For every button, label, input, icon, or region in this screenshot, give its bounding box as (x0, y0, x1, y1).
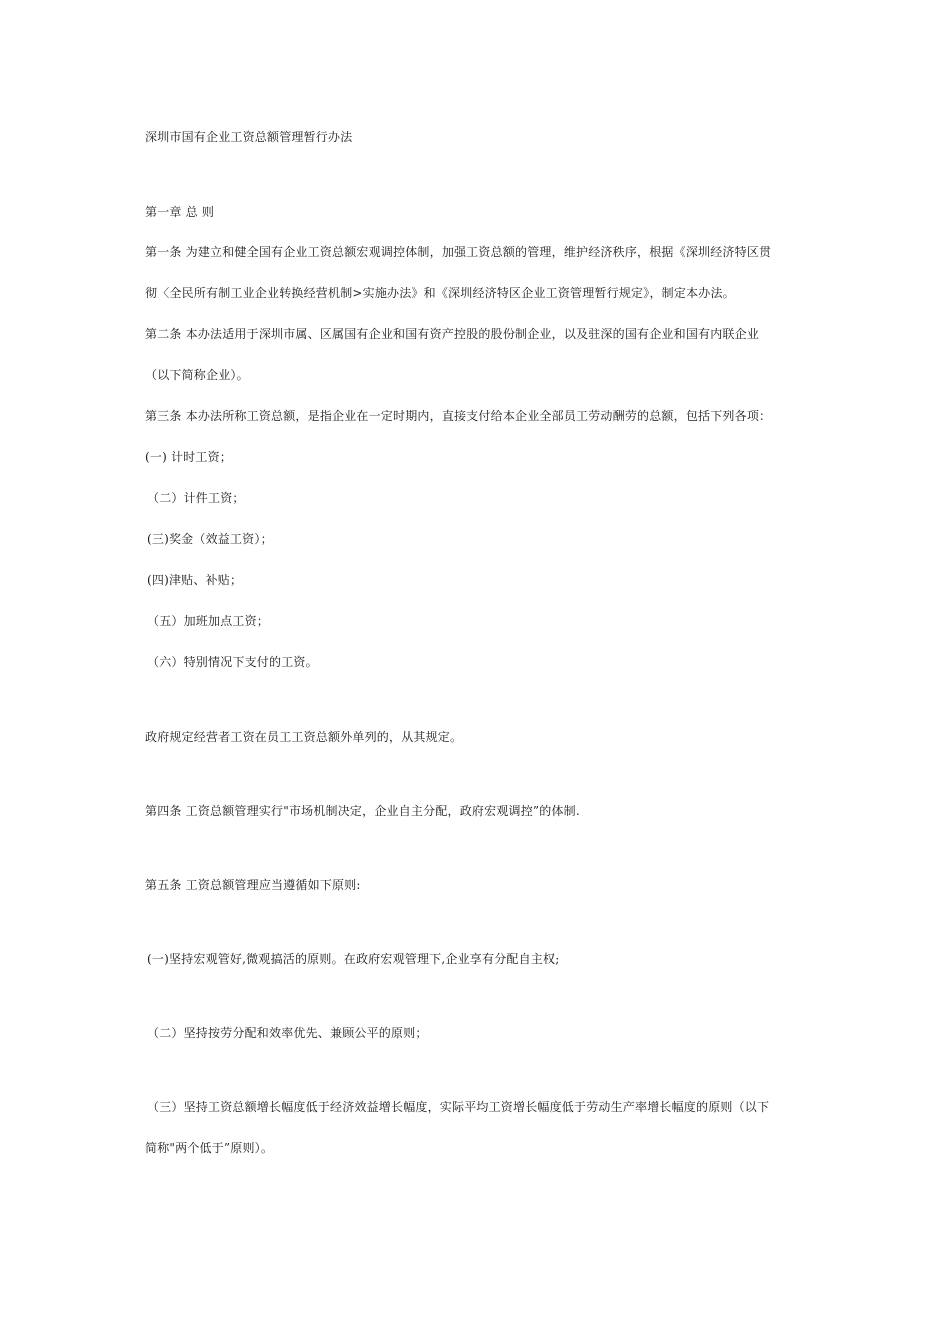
article-3-line-1: 第三条 本办法所称工资总额，是指企业在一定时期内，直接支付给本企业全部员工劳动酬劳的总额，包括下列各项： (145, 409, 772, 423)
article-3-item-5: （五）加班加点工资； (147, 614, 270, 628)
article-5-principle-1: (一)坚持宏观管好,微观搞活的原则。在政府宏观管理下,企业享有分配自主权; (147, 952, 560, 966)
document-title: 深圳市国有企业工资总额管理暂行办法 (145, 130, 353, 144)
article-5-principle-3-line-1: （三）坚持工资总额增长幅度低于经济效益增长幅度，实际平均工资增长幅度低于劳动生产率增长幅度的原则（以下 (147, 1100, 770, 1114)
article-4: 第四条 工资总额管理实行"市场机制决定，企业自主分配，政府宏观调控”的体制. (145, 804, 580, 818)
article-5-principle-3-line-2: 简称"两个低于”原则）。 (145, 1141, 274, 1155)
article-5-heading: 第五条 工资总额管理应当遵循如下原则: (145, 878, 361, 892)
chapter-heading: 第一章 总 则 (145, 205, 215, 219)
article-2-line-2: （以下简称企业）。 (145, 368, 249, 382)
article-3-item-2: （二）计件工资； (147, 491, 245, 505)
article-3-item-6: （六）特别情况下支付的工资。 (147, 655, 318, 669)
article-1-line-2: 彻〈全民所有制工业企业转换经营机制>实施办法》和《深圳经济特区企业工资管理暂行规定》，制定本办法。 (145, 286, 735, 300)
article-1-line-1: 第一条 为建立和健全国有企业工资总额宏观调控体制，加强工资总额的管理，维护经济秩序，根据《深圳经济特区贯 (145, 245, 772, 259)
article-3-item-1: (一) 计时工资； (145, 450, 232, 464)
article-3-item-4: (四)津贴、补贴； (147, 573, 243, 587)
article-5-principle-2: （二）坚持按劳分配和效率优先、兼顾公平的原则； (147, 1026, 428, 1040)
executive-wage-note: 政府规定经营者工资在员工工资总额外单列的，从其规定。 (145, 730, 463, 744)
article-3-item-3: (三)奖金（效益工资）； (147, 532, 273, 546)
article-2-line-1: 第二条 本办法适用于深圳市属、区属国有企业和国有资产控股的股份制企业，以及驻深的国有企业和国有内联企业 (145, 327, 760, 341)
